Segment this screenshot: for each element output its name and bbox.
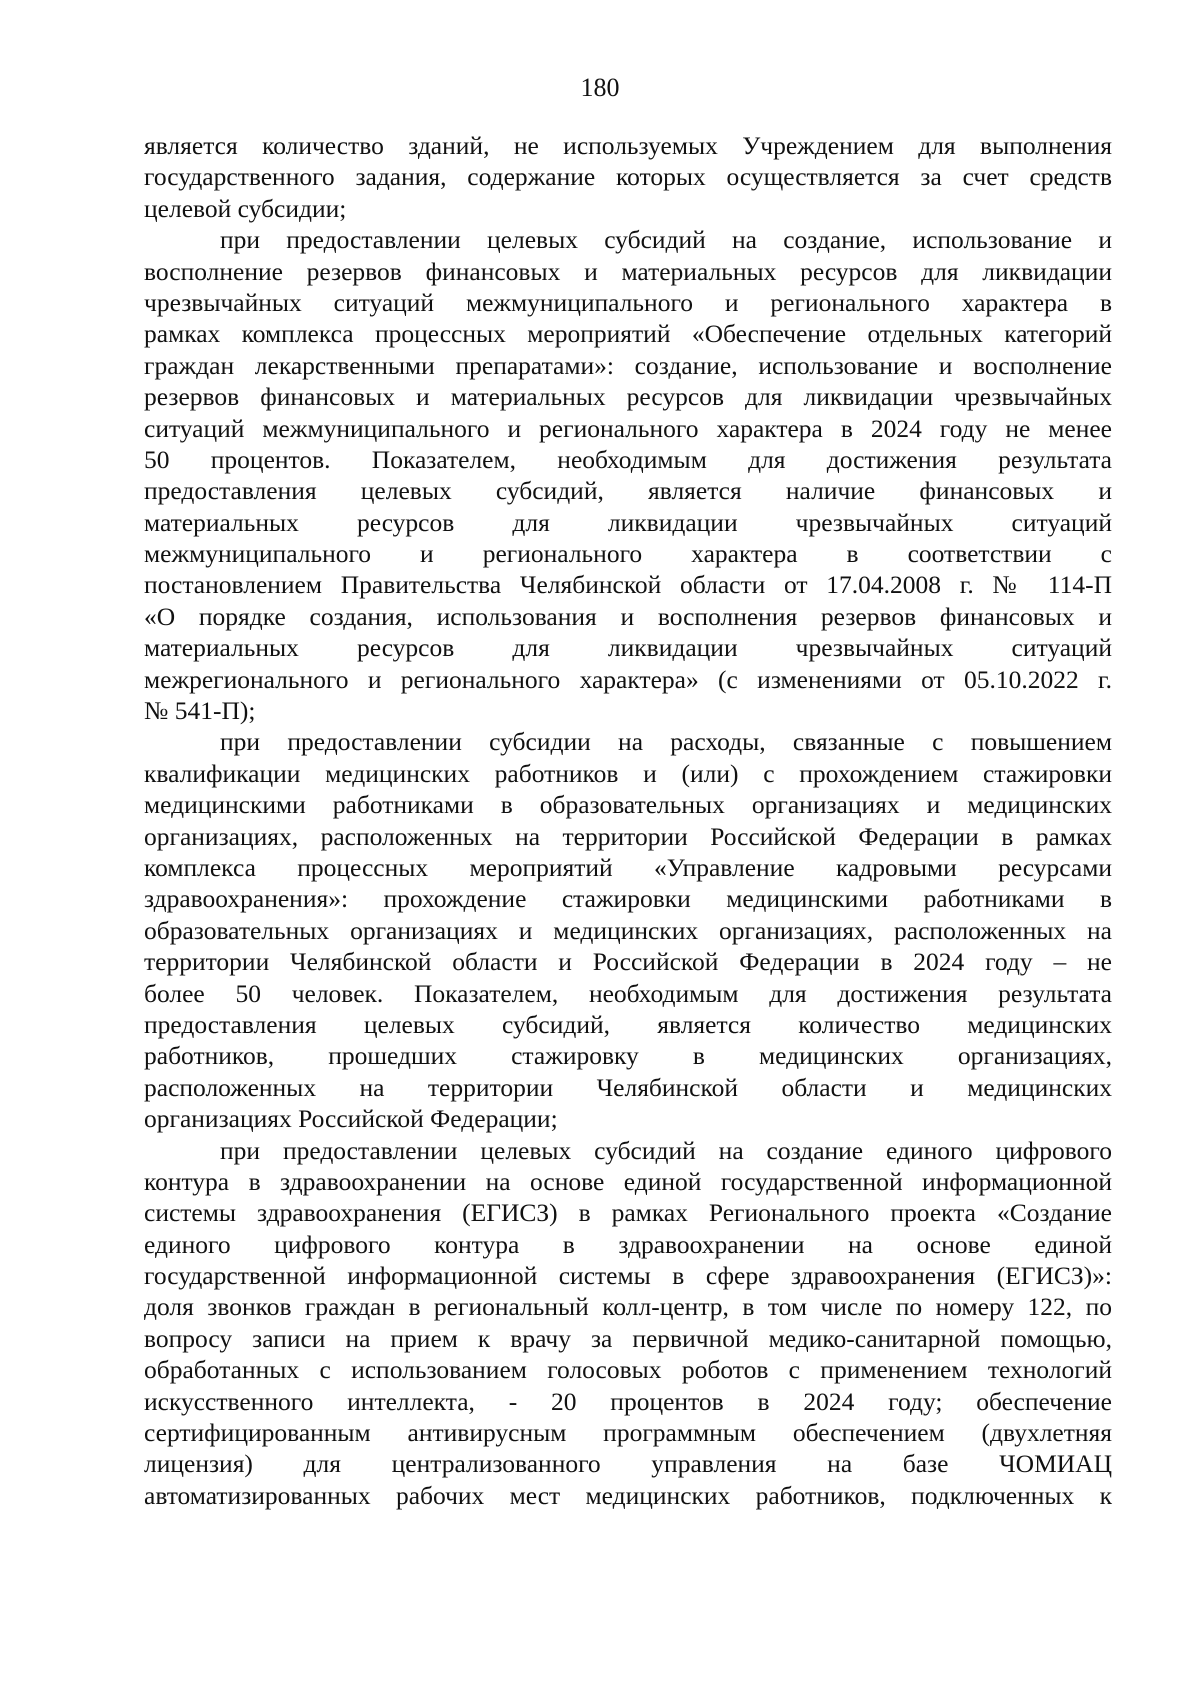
text-line: вопросу записи на прием к врачу за первичной медико-санитарной помощью, bbox=[144, 1323, 1112, 1353]
text-line: системы здравоохранения (ЕГИСЗ) в рамках Регионального проекта «Создание bbox=[144, 1198, 1112, 1228]
text-line: при предоставлении целевых субсидий на создание, использование и bbox=[220, 225, 1112, 255]
text-line: искусственного интеллекта, - 20 процентов в 2024 году; обеспечение bbox=[144, 1386, 1112, 1416]
text-line: резервов финансовых и материальных ресурсов для ликвидации чрезвычайных bbox=[144, 382, 1112, 412]
text-line: лицензия) для централизованного управления на базе ЧОМИАЦ bbox=[144, 1449, 1112, 1479]
text-line: материальных ресурсов для ликвидации чрезвычайных ситуаций bbox=[144, 507, 1112, 537]
text-line: предоставления целевых субсидий, является количество медицинских bbox=[144, 1009, 1112, 1039]
text-line: предоставления целевых субсидий, является наличие финансовых и bbox=[144, 476, 1112, 506]
text-line: целевой субсидии; bbox=[144, 193, 347, 223]
text-line: организациях, расположенных на территории Российской Федерации в рамках bbox=[144, 821, 1112, 851]
text-line: территории Челябинской области и Российской Федерации в 2024 году – не bbox=[144, 947, 1112, 977]
text-line: государственной информационной системы в сфере здравоохранения (ЕГИСЗ)»: bbox=[144, 1261, 1112, 1291]
text-line: образовательных организациях и медицинских организациях, расположенных на bbox=[144, 915, 1112, 945]
text-line: рамках комплекса процессных мероприятий «Обеспечение отдельных категорий bbox=[144, 319, 1112, 349]
text-line: государственного задания, содержание которых осуществляется за счет средств bbox=[144, 162, 1112, 192]
text-line: организациях Российской Федерации; bbox=[144, 1104, 558, 1134]
document-body bbox=[144, 130, 1112, 1511]
text-line: «О порядке создания, использования и восполнения резервов финансовых и bbox=[144, 601, 1112, 631]
text-line: работников, прошедших стажировку в медицинских организациях, bbox=[144, 1041, 1112, 1071]
text-line: комплекса процессных мероприятий «Управление кадровыми ресурсами bbox=[144, 852, 1112, 882]
text-line: материальных ресурсов для ликвидации чрезвычайных ситуаций bbox=[144, 633, 1112, 663]
text-line: автоматизированных рабочих мест медицинских работников, подключенных к bbox=[144, 1480, 1112, 1510]
text-line: № 541-П); bbox=[144, 696, 256, 726]
text-line: 50 процентов. Показателем, необходимым для достижения результата bbox=[144, 444, 1112, 474]
text-line: чрезвычайных ситуаций межмуниципального и регионального характера в bbox=[144, 287, 1112, 317]
text-line: контура в здравоохранении на основе единой государственной информационной bbox=[144, 1166, 1112, 1196]
text-line: доля звонков граждан в региональный колл-центр, в том числе по номеру 122, по bbox=[144, 1292, 1112, 1322]
page-number: 180 bbox=[580, 73, 620, 102]
text-line: квалификации медицинских работников и (или) с прохождением стажировки bbox=[144, 758, 1112, 788]
text-line: межмуниципального и регионального характера в соответствии с bbox=[144, 539, 1112, 569]
text-line: при предоставлении субсидии на расходы, связанные с повышением bbox=[220, 727, 1112, 757]
text-line: обработанных с использованием голосовых роботов с применением технологий bbox=[144, 1355, 1112, 1385]
text-line: сертифицированным антивирусным программным обеспечением (двухлетняя bbox=[144, 1418, 1112, 1448]
text-line: при предоставлении целевых субсидий на создание единого цифрового bbox=[220, 1135, 1112, 1165]
text-line: граждан лекарственными препаратами»: создание, использование и восполнение bbox=[144, 350, 1112, 380]
text-line: медицинскими работниками в образовательных организациях и медицинских bbox=[144, 790, 1112, 820]
text-line: восполнение резервов финансовых и материальных ресурсов для ликвидации bbox=[144, 256, 1112, 286]
text-line: более 50 человек. Показателем, необходимым для достижения результата bbox=[144, 978, 1112, 1008]
text-line: ситуаций межмуниципального и регионального характера в 2024 году не менее bbox=[144, 413, 1112, 443]
text-line: расположенных на территории Челябинской области и медицинских bbox=[144, 1072, 1112, 1102]
text-line: постановлением Правительства Челябинской области от 17.04.2008 г. № 114-П bbox=[144, 570, 1112, 600]
text-line: является количество зданий, не используемых Учреждением для выполнения bbox=[144, 131, 1112, 160]
text-line: межрегионального и регионального характера» (с изменениями от 05.10.2022 г. bbox=[144, 664, 1112, 694]
text-line: здравоохранения»: прохождение стажировки медицинскими работниками в bbox=[144, 884, 1112, 914]
text-line: единого цифрового контура в здравоохранении на основе единой bbox=[144, 1229, 1112, 1259]
